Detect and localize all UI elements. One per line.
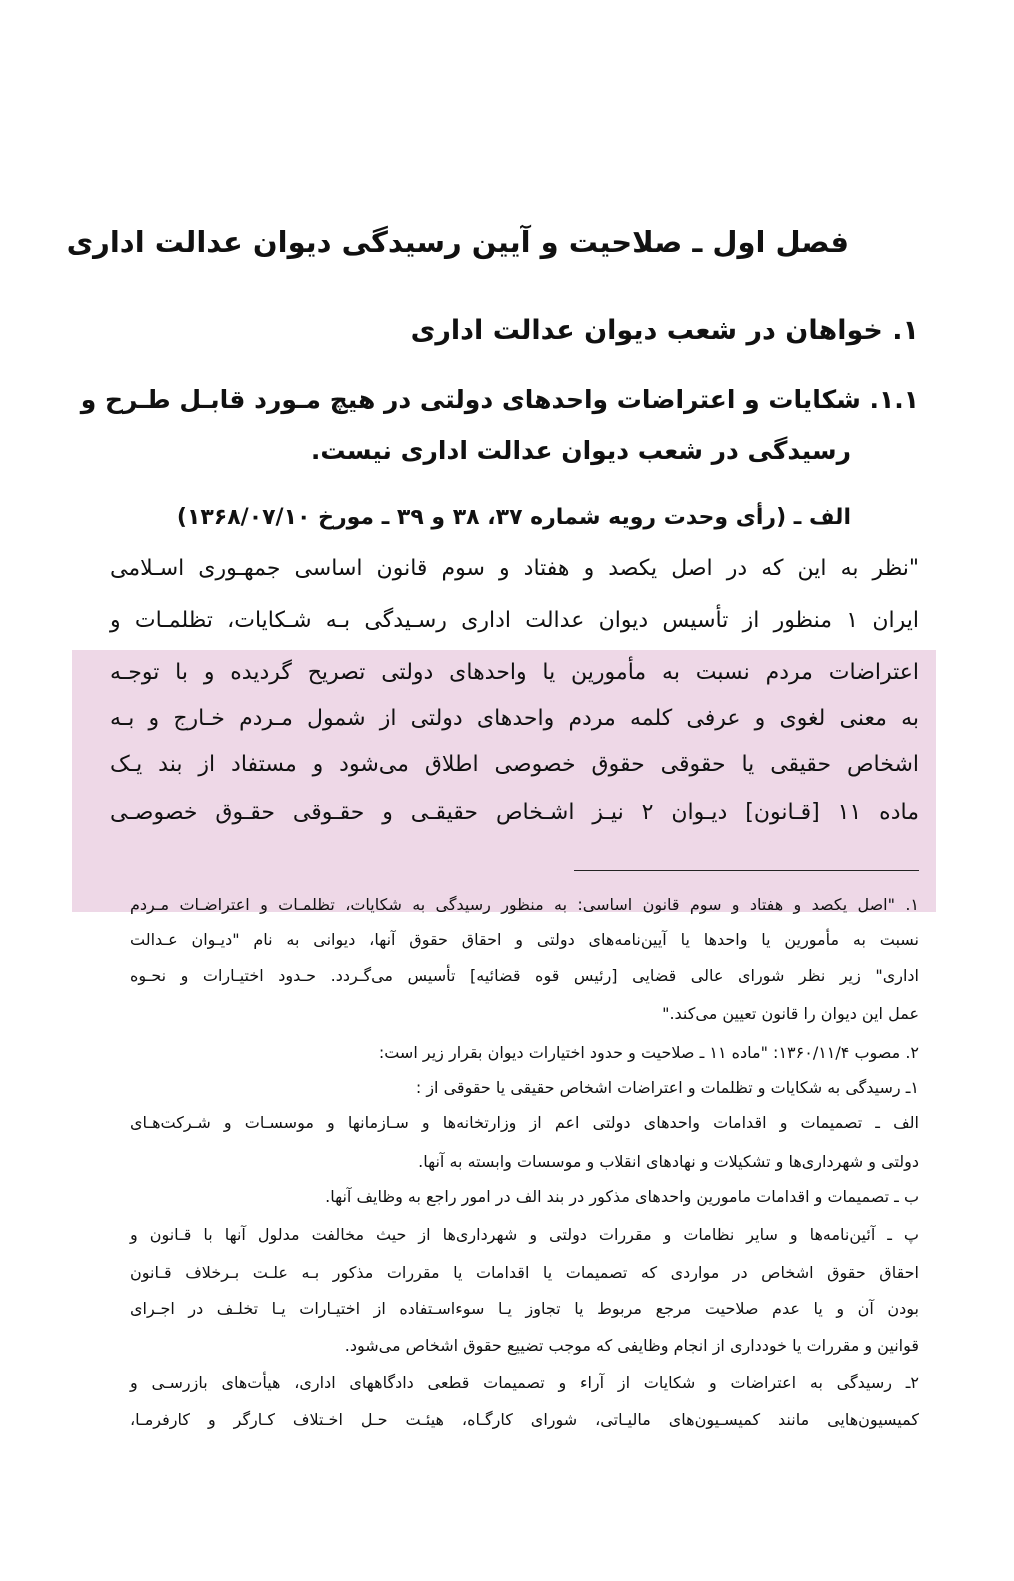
body-line: ماده ۱۱ [قـانون] دیـوان ۲ نیـز اشـخاص حقیقـی و حقـوقی حقـوق خصوصـی xyxy=(110,800,919,825)
body-line: به معنی لغوی و عرفی کلمه مردم واحدهای دولتی از شمول مـردم خـارج و بـه xyxy=(110,706,919,731)
footnote-line: پ ـ آئین‌نامه‌ها و سایر نظامات و مقررات دولتی و شهرداری‌ها از حیث مخالفت مدلول آنها با قـانون و xyxy=(130,1225,919,1244)
footnote-line: الف ـ تصمیمات و اقدامات واحدهای دولتی اعم از وزارتخانه‌ها و سـازمانها و موسسـات و شـرکت‌هـای xyxy=(130,1113,919,1132)
footnote-line: احقاق حقوق اشخاص در مواردی که تصمیمات یا اقدامات یا مقررات مذکور بـه علـت بـرخلاف قـانون xyxy=(130,1263,919,1282)
footnote-line: قوانین و مقررات یا خودداری از انجام وظایفی که موجب تضییع حقوق اشخاص می‌شود. xyxy=(344,1336,919,1355)
subsection-heading-line-1: ۱.۱. شکایات و اعتراضات واحدهای دولتی در هیچ مـورد قابـل طـرح و xyxy=(80,385,919,414)
footnote-line: دولتی و شهرداری‌ها و تشکیلات و نهادهای انقلاب و موسسات وابسته به آنها. xyxy=(418,1152,919,1171)
footnote-line: ۲ـ رسیدگی به اعتراضات و شکایات از آراء و تصمیمات قطعی دادگاههای اداری، هیأت‌های بازرسـی و xyxy=(130,1373,919,1392)
footnote-line: نسبت به مأمورین یا واحدها یا آیین‌نامه‌های دولتی و احقاق حقوق آنها، دیوانی به نام "دیـوان عـدالت xyxy=(130,930,919,949)
body-line: اعتراضات مردم نسبت به مأمورین یا واحدهای دولتی تصریح گردیده و با توجـه xyxy=(110,660,919,685)
footnote-line: اداری" زیر نظر شورای عالی قضایی [رئیس قوه قضائیه] تأسیس می‌گـردد. حـدود اختیـارات و نحـوه xyxy=(130,966,919,985)
footnote-line: کمیسیون‌هایی مانند کمیسـیون‌های مالیـاتی، شورای کارگـاه، هیئـت حـل اخـتلاف کـارگر و کارفرمـا، xyxy=(130,1410,919,1429)
footnote-line: عمل این دیوان را قانون تعیین می‌کند." xyxy=(662,1004,919,1023)
body-line: "نظر به این که در اصل یکصد و هفتاد و سوم قانون اساسی جمهـوری اسـلامی xyxy=(110,556,919,581)
footnote-line: ب ـ تصمیمات و اقدامات مامورین واحدهای مذکور در بند الف در امور راجع به وظایف آنها. xyxy=(325,1187,919,1206)
chapter-title: فصل اول ـ صلاحیت و آیین رسیدگی دیوان عدالت اداری xyxy=(66,225,849,259)
footnote-line: ۱. "اصل یکصد و هفتاد و سوم قانون اساسی: به منظور رسیدگی به شکایات، تظلمـات و اعتراضـات مـردم xyxy=(130,895,919,914)
footnote-line: ۱ـ رسیدگی به شکایات و تظلمات و اعتراضات اشخاص حقیقی یا حقوقی از : xyxy=(415,1078,919,1097)
body-line: ایران ۱ منظور از تأسیس دیوان عدالت اداری رسـیدگی بـه شـکایات، تظلمـات و xyxy=(110,608,920,633)
section-heading: ۱. خواهان در شعب دیوان عدالت اداری xyxy=(410,315,919,346)
watermark-logo xyxy=(72,650,936,912)
body-line: اشخاص حقیقی یا حقوقی حقوق خصوصی اطلاق می‌شود و مستفاد از بند یـک xyxy=(110,752,919,777)
ruling-title: الف ـ (رأی وحدت رویه شماره ۳۷، ۳۸ و ۳۹ ـ مورخ ۱۳۶۸/۰۷/۱۰) xyxy=(176,505,851,530)
footnote-separator xyxy=(574,870,919,871)
footnote-line: بودن آن و یا عدم صلاحیت مرجع مربوط یا تجاوز یـا سوءاسـتفاده از اختیـارات یـا تخلـف در اجـرای xyxy=(130,1299,919,1318)
footnote-line: ۲. مصوب ۱۳۶۰/۱۱/۴: "ماده ۱۱ ـ صلاحیت و حدود اختیارات دیوان بقرار زیر است: xyxy=(378,1043,919,1062)
subsection-heading-line-2: رسیدگی در شعب دیوان عدالت اداری نیست. xyxy=(310,436,851,465)
